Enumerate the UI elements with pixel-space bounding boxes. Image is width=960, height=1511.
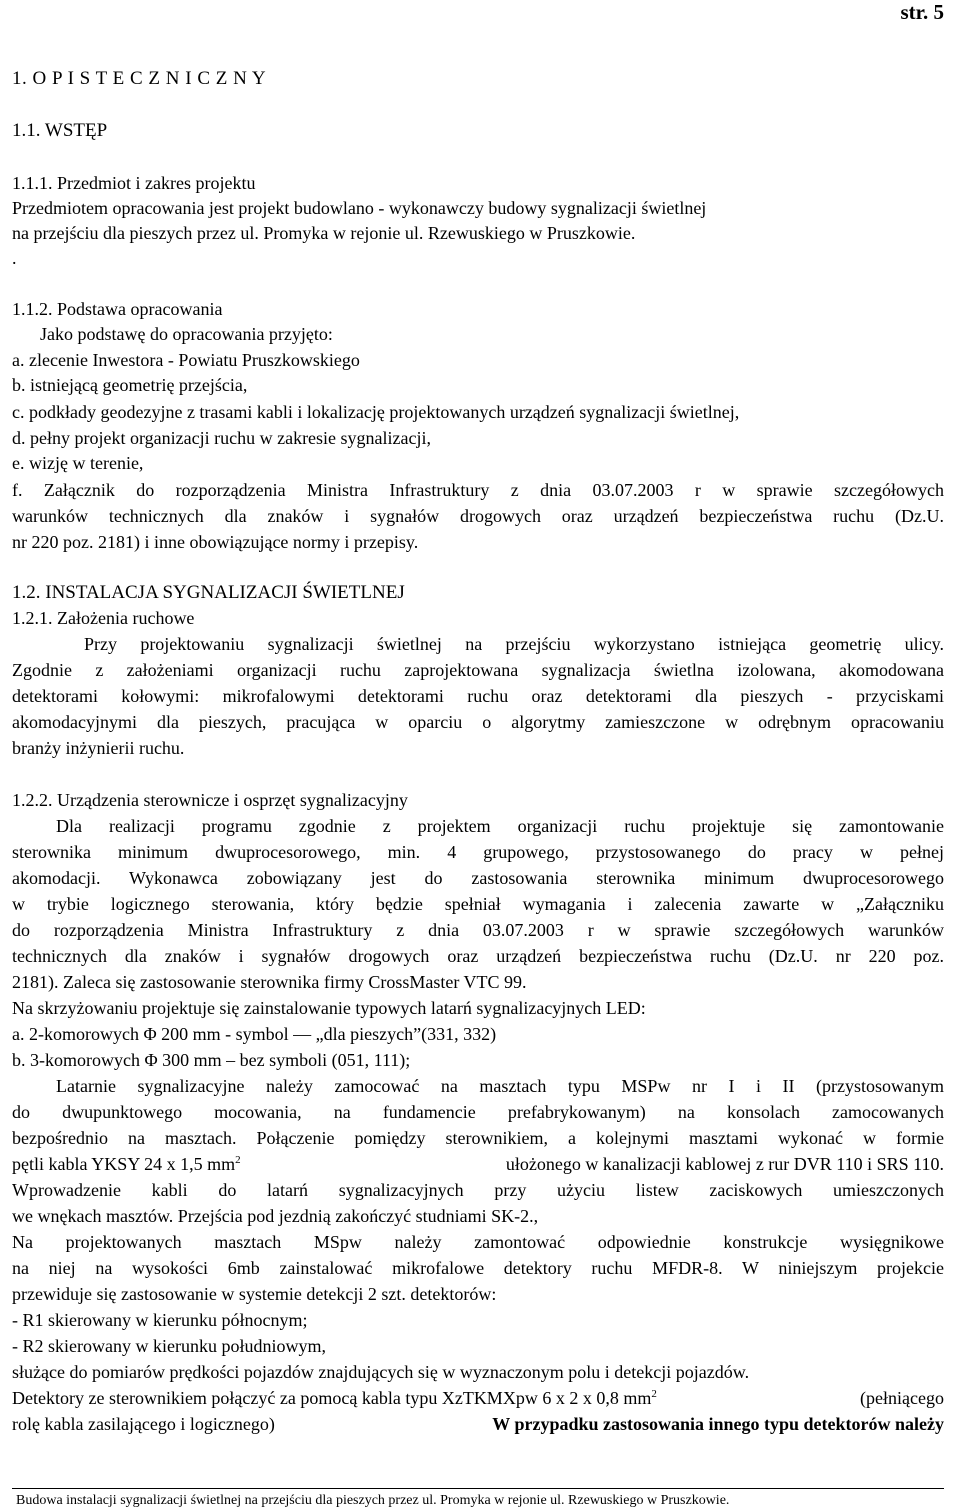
paragraph-line: służące do pomiarów prędkości pojazdów znajdujących się w wyznaczonym polu i detekcji pojazdów. — [12, 1362, 750, 1382]
paragraph-line: Latarnie sygnalizacyjne należy zamocować na masztach typu MSPw nr I i II (przystosowanym — [56, 1076, 944, 1096]
subsection-title-1-1-2: 1.1.2. Podstawa opracowania — [12, 299, 223, 319]
paragraph-line: do rozporządzenia Ministra Infrastruktury z dnia 03.07.2003 r w sprawie szczegółowych warunków — [12, 920, 944, 940]
text-run: pętli kabla YKSY 24 x 1,5 $mm^2$ — [12, 1154, 241, 1174]
paragraph-line: akomodacji. Wykonawca zobowiązany jest do zastosowania sterownika minimum dwuprocesorowego — [12, 868, 944, 888]
paragraph-line: nr 220 poz. 2181) i inne obowiązujące normy i przepisy. — [12, 532, 419, 552]
text-run: ułożonego w kanalizacji kablowej z rur DVR 110 i SRS 110. — [505, 1154, 944, 1174]
list-item: a. zlecenie Inwestora - Powiatu Pruszkowskiego — [12, 350, 360, 370]
paragraph-line: Przedmiotem opracowania jest projekt budowlano - wykonawczy budowy sygnalizacji świetlnej — [12, 198, 707, 218]
list-item: e. wizję w terenie, — [12, 453, 144, 473]
paragraph-line — [12, 1153, 944, 1175]
paragraph-line: detektorami kołowymi: mikrofalowymi detektorami ruchu oraz detektorami dla pieszych - przyciskami — [12, 686, 944, 706]
list-item: - R1 skierowany w kierunku północnym; — [12, 1310, 308, 1330]
paragraph-line — [12, 1387, 944, 1409]
paragraph-line: do dwupunktowego mocowania, na fundamencie prefabrykowanym) na konsolach zamocowanych — [12, 1102, 944, 1122]
paragraph-line: 2181). Zaleca się zastosowanie sterownika firmy CrossMaster VTC 99. — [12, 972, 527, 992]
list-item: f. Załącznik do rozporządzenia Ministra Infrastruktury z dnia 03.07.2003 r w sprawie szczegółowych — [12, 480, 944, 500]
paragraph-line: akomodacyjnymi dla pieszych, pracująca w oparciu o algorytmy zamieszczone w odrębnym opracowaniu — [12, 712, 944, 732]
list-item: b. 3-komorowych Φ 300 mm – bez symboli (051, 111); — [12, 1050, 411, 1070]
paragraph-line: Zgodnie z założeniami organizacji ruchu zaprojektowana sygnalizacja świetlna izolowana, akomodowana — [12, 660, 944, 680]
paragraph-line: Na projektowanych masztach MSpw należy zamontować odpowiednie konstrukcje wysięgnikowe — [12, 1232, 944, 1252]
paragraph-line: Przy projektowaniu sygnalizacji świetlnej na przejściu wykorzystano istniejąca geometrię ulicy. — [84, 634, 944, 654]
paragraph-line: przewiduje się zastosowanie w systemie detekcji 2 szt. detektorów: — [12, 1284, 497, 1304]
paragraph-line: na przejściu dla pieszych przez ul. Promyka w rejonie ul. Rzewuskiego w Pruszkowie. — [12, 223, 636, 243]
section-heading-1: 1. O P I S T E C Z N I C Z N Y — [12, 68, 267, 89]
bold-text-run: W przypadku zastosowania innego typu detektorów należy — [492, 1414, 944, 1434]
page-footer: Budowa instalacji sygnalizacji świetlnej na przejściu dla pieszych przez ul. Promyka w rejonie ul. Rzewuskiego w Pruszkowie. — [16, 1493, 730, 1508]
paragraph-line: warunków technicznych dla znaków i sygnałów drogowych oraz urządzeń bezpieczeństwa ruchu (Dz.U. — [12, 506, 944, 526]
paragraph-line — [12, 1413, 944, 1435]
paragraph-line: Wprowadzenie kabli do latarń sygnalizacyjnych przy użyciu listew zaciskowych umieszczonych — [12, 1180, 944, 1200]
paragraph-line: branży inżynierii ruchu. — [12, 738, 185, 758]
paragraph-line: . — [12, 248, 17, 268]
subsection-title-1-2-1: 1.2.1. Założenia ruchowe — [12, 608, 195, 628]
paragraph-line: sterownika minimum dwuprocesorowego, min. 4 grupowego, przystosowanego do pracy w pełnej — [12, 842, 944, 862]
list-item: b. istniejącą geometrię przejścia, — [12, 375, 248, 395]
paragraph-line: w trybie logicznego sterowania, który będzie spełniał wymagania i zalecenia zawarte w „Załączniku — [12, 894, 944, 914]
section-heading-1-2: 1.2. INSTALACJA SYGNALIZACJI ŚWIETLNEJ — [12, 582, 405, 603]
paragraph-line: Jako podstawę do opracowania przyjęto: — [40, 324, 333, 344]
subsection-title-1-2-2: 1.2.2. Urządzenia sterownicze i osprzęt sygnalizacyjny — [12, 790, 408, 810]
list-item: a. 2-komorowych Φ 200 mm - symbol ― „dla pieszych”(331, 332) — [12, 1024, 497, 1044]
footer-divider — [12, 1488, 944, 1489]
paragraph-line: we wnękach masztów. Przejścia pod jezdnią zakończyć studniami SK-2., — [12, 1206, 539, 1226]
list-item: c. podkłady geodezyjne z trasami kabli i lokalizację projektowanych urządzeń sygnalizacji świetlnej, — [12, 402, 740, 422]
subsection-title-1-1-1: 1.1.1. Przedmiot i zakres projektu — [12, 173, 256, 193]
list-item: - R2 skierowany w kierunku południowym, — [12, 1336, 326, 1356]
list-item: d. pełny projekt organizacji ruchu w zakresie sygnalizacji, — [12, 428, 432, 448]
paragraph-line: bezpośrednio na masztach. Połączenie pomiędzy sterownikiem, a kolejnymi masztami wykonać w formie — [12, 1128, 944, 1148]
paragraph-line: na niej na wysokości 6mb zainstalować mikrofalowe detektory ruchu MFDR-8. W niniejszym projekcie — [12, 1258, 944, 1278]
paragraph-line: technicznych dla znaków i sygnałów drogowych oraz urządzeń bezpieczeństwa ruchu (Dz.U. nr 220 poz. — [12, 946, 944, 966]
text-run: (pełniącego — [860, 1388, 944, 1408]
page-number: str. 5 — [900, 0, 944, 24]
text-run: rolę kabla zasilającego i logicznego) — [12, 1414, 275, 1434]
paragraph-line: Dla realizacji programu zgodnie z projektem organizacji ruchu projektuje się zamontowanie — [56, 816, 944, 836]
paragraph-line: Na skrzyżowaniu projektuje się zainstalowanie typowych latarń sygnalizacyjnych LED: — [12, 998, 646, 1018]
section-heading-1-1: 1.1. WSTĘP — [12, 120, 108, 141]
text-run: Detektory ze sterownikiem połączyć za pomocą kabla typu XzTKMXpw 6 x 2 x 0,8 $mm^2$ — [12, 1388, 657, 1408]
